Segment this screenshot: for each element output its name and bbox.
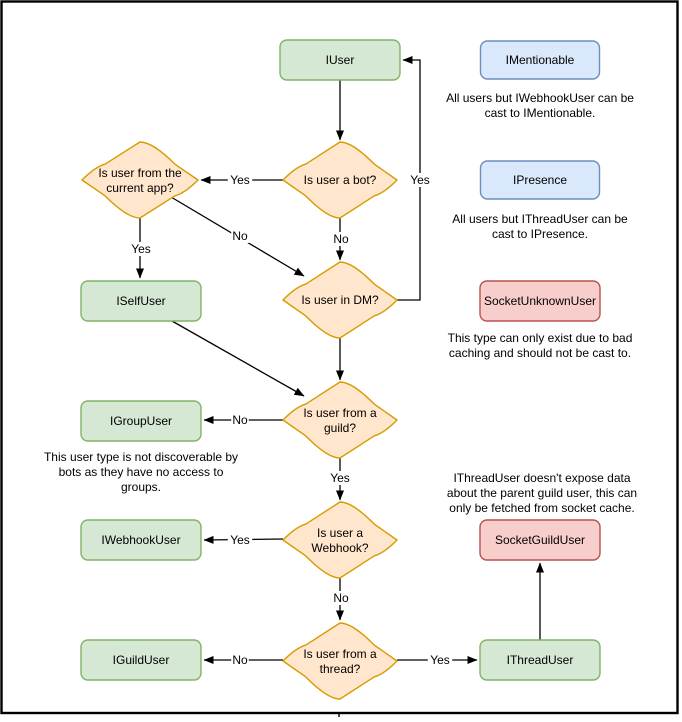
edge-line-iselfuser-to-guild (172, 321, 304, 396)
node-iguilduser (81, 640, 201, 680)
annotation-line: only be fetched from socket cache. (449, 501, 635, 515)
annotation-line: cast to IMentionable. (484, 106, 596, 120)
node-label-imentionable: IMentionable (505, 53, 575, 67)
is-user-a-webhook-diamond-shape (283, 502, 397, 578)
edge-webhook-no-to-thread (332, 578, 350, 620)
annotation-line: caching and should not be cast to. (448, 346, 632, 360)
edge-label-webhook-yes-to-iwebhookuser: Yes (230, 533, 250, 547)
edge-label-thread-yes-to-ithreaduser: Yes (430, 653, 450, 667)
node-label-is-user-from-guild: Is user from a (303, 406, 377, 420)
node-igroupuser (81, 401, 201, 441)
node-label-is-user-a-webhook: Is user a (316, 526, 364, 540)
annotation-line: IThreadUser doesn't expose data (453, 471, 631, 485)
node-label-is-user-from-current-app: current app? (106, 181, 174, 195)
edge-label-bot-no-to-dm: No (333, 232, 349, 246)
node-is-user-from-thread (283, 623, 397, 699)
edge-label-current-app-no-to-dm: No (232, 229, 248, 243)
annotation-line: bots as they have no access to (58, 465, 224, 479)
edge-guild-yes-to-webhook (328, 458, 352, 500)
edge-label-guild-no-to-igroupuser: No (232, 413, 248, 427)
annotation-line: All users but IThreadUser can be (452, 212, 628, 226)
node-is-user-from-current-app (82, 142, 198, 218)
edge-label-current-app-yes-to-iselfuser: Yes (131, 242, 151, 256)
node-socketguilduser (480, 520, 600, 560)
edge-dm-yes-to-iuser (397, 60, 432, 300)
annotation-socketguilduser-note (447, 471, 637, 515)
edge-thread-yes-to-ithreaduser (397, 653, 477, 667)
annotation-line: cast to IPresence. (491, 227, 589, 241)
annotation-imentionable-note (446, 91, 634, 120)
annotation-line: groups. (120, 480, 162, 494)
annotation-socketunknownuser-note (448, 331, 633, 360)
node-label-is-user-a-bot: Is user a bot? (303, 173, 377, 187)
node-ipresence (481, 161, 600, 199)
node-is-user-a-bot (283, 142, 397, 218)
node-label-iuser: IUser (325, 53, 355, 67)
annotation-igroupuser-note (44, 450, 238, 494)
edge-thread-no-to-iguilduser (204, 653, 283, 667)
node-label-socketunknownuser: SocketUnknownUser (483, 294, 597, 308)
edge-iselfuser-to-guild (172, 321, 304, 396)
annotation-ipresence-note (452, 212, 628, 241)
is-user-from-thread-diamond-shape (283, 623, 397, 699)
annotation-line: All users but IWebhookUser can be (446, 91, 634, 105)
edge-label-bot-yes-to-current-app: Yes (230, 173, 250, 187)
edge-webhook-yes-to-iwebhookuser (204, 533, 283, 547)
edge-guild-no-to-igroupuser (204, 413, 283, 427)
node-label-ipresence: IPresence (512, 173, 568, 187)
edge-label-guild-yes-to-webhook: Yes (330, 471, 350, 485)
node-label-ithreaduser: IThreadUser (506, 653, 574, 667)
node-label-socketguilduser: SocketGuildUser (494, 533, 586, 547)
is-user-from-current-app-diamond-shape (82, 142, 198, 218)
edge-label-webhook-no-to-thread: No (333, 591, 349, 605)
node-iselfuser (81, 281, 201, 321)
node-label-is-user-from-guild: guild? (323, 421, 357, 435)
node-label-iwebhookuser: IWebhookUser (101, 533, 181, 547)
edge-bot-no-to-dm (332, 218, 350, 260)
node-is-user-a-webhook (283, 502, 397, 578)
node-label-igroupuser: IGroupUser (109, 414, 173, 428)
edge-label-dm-yes-to-iuser: Yes (410, 173, 430, 187)
node-label-iguilduser: IGuildUser (112, 653, 170, 667)
node-ithreaduser (480, 640, 600, 680)
edge-current-app-yes-to-iselfuser (129, 218, 153, 278)
node-imentionable (481, 41, 600, 79)
node-label-is-user-in-dm: Is user in DM? (301, 293, 379, 307)
edge-current-app-no-to-dm (171, 197, 304, 276)
node-label-iselfuser: ISelfUser (116, 294, 166, 308)
node-label-is-user-from-thread: Is user from a (303, 647, 377, 661)
annotation-line: about the parent guild user, this can (446, 486, 638, 500)
node-label-is-user-a-webhook: Webhook? (311, 541, 369, 555)
edge-bot-yes-to-current-app (201, 173, 283, 187)
edge-label-thread-no-to-iguilduser: No (232, 653, 248, 667)
annotation-line: This type can only exist due to bad (447, 331, 633, 345)
annotation-line: This user type is not discoverable by (43, 450, 239, 464)
node-label-is-user-from-thread: thread? (319, 662, 361, 676)
node-iuser (280, 40, 400, 80)
node-socketunknownuser (480, 281, 600, 321)
node-iwebhookuser (81, 520, 201, 560)
node-label-is-user-from-current-app: Is user from the (98, 166, 182, 180)
